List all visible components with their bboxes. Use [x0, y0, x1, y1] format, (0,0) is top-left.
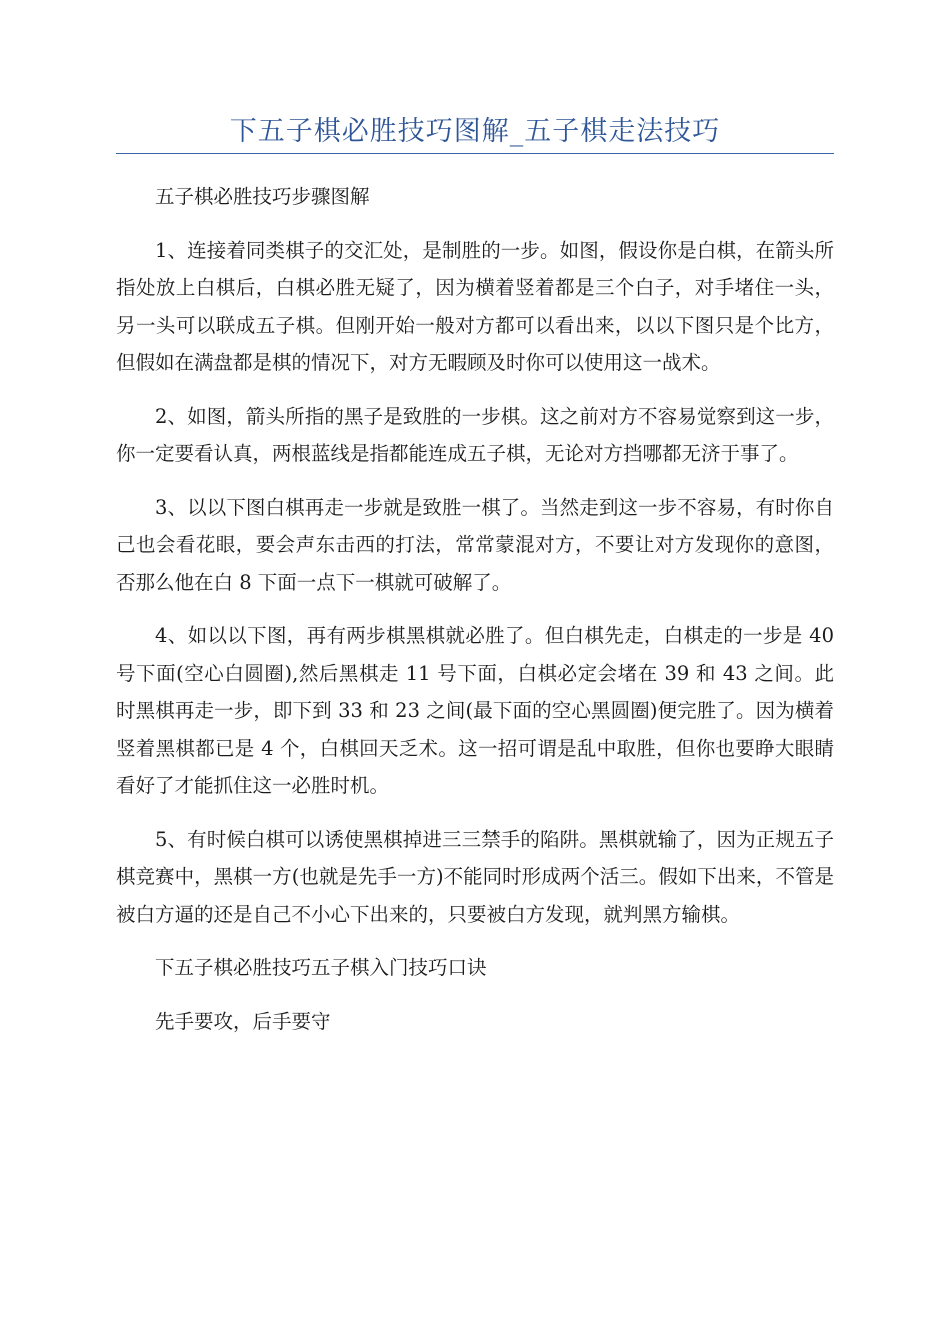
paragraph-tip-2: 2、如图，箭头所指的黑子是致胜的一步棋。这之前对方不容易觉察到这一步，你一定要看认真，两根蓝线是指都能连成五子棋，无论对方挡哪都无济于事了。 — [116, 404, 834, 465]
section-heading: 五子棋必胜技巧步骤图解 — [155, 185, 370, 208]
paragraph-mnemonic: 先手要攻，后手要守 — [155, 1009, 331, 1033]
paragraph-tip-4: 4、如以以下图，再有两步棋黑棋就必胜了。但白棋先走，白棋走的一步是 40 号下面(空心白圆圈),然后黑棋走 11 号下面，白棋必定会堵在 39 和 43 之间。此时黑棋再走一步，即下到 33 和 23 之间(最下面的空心黑圆圈)便完胜了。因为横着竖着黑棋都已是 4 个，白棋回天乏术。这一招可谓是乱中取胜，但你也要睁大眼睛看好了才能抓住这一必胜时机。 — [116, 624, 834, 797]
paragraph-tip-3: 3、以以下图白棋再走一步就是致胜一棋了。当然走到这一步不容易，有时你自己也会看花眼，要会声东击西的打法，常常蒙混对方，不要让对方发现你的意图，否那么他在白 8 下面一点下一棋就可破解了。 — [116, 495, 834, 594]
document-title: 下五子棋必胜技巧图解_五子棋走法技巧 — [229, 116, 721, 147]
section-heading: 下五子棋必胜技巧五子棋入门技巧口诀 — [155, 956, 487, 979]
paragraph-tip-1: 1、连接着同类棋子的交汇处，是制胜的一步。如图，假设你是白棋，在箭头所指处放上白棋后，白棋必胜无疑了，因为横着竖着都是三个白子，对手堵住一头，另一头可以联成五子棋。但刚开始一般对方都可以看出来，以以下图只是个比方，但假如在满盘都是棋的情况下，对方无暇顾及时你可以使用这一战术。 — [116, 238, 834, 374]
title-underline — [116, 153, 834, 154]
paragraph-tip-5: 5、有时候白棋可以诱使黑棋掉进三三禁手的陷阱。黑棋就输了，因为正规五子棋竞赛中，黑棋一方(也就是先手一方)不能同时形成两个活三。假如下出来，不管是被白方逼的还是自己不小心下出来的，只要被白方发现，就判黑方输棋。 — [116, 827, 834, 926]
document-body — [116, 178, 834, 1056]
